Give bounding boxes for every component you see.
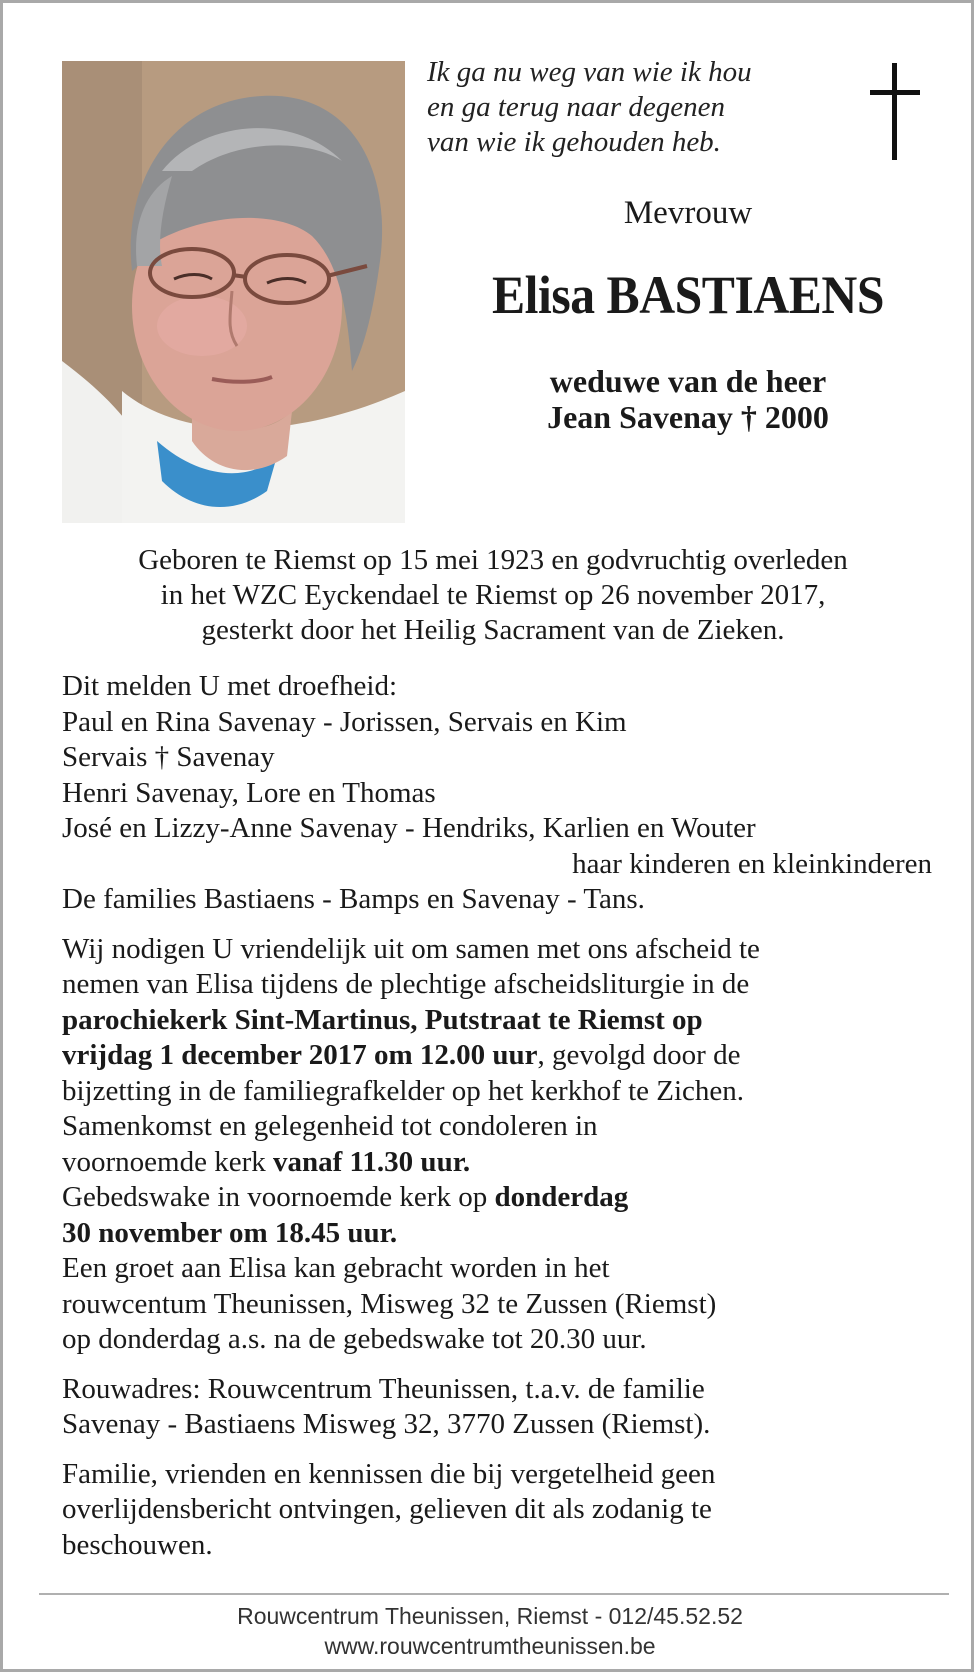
invite-line — [62, 1180, 932, 1216]
spacer — [62, 918, 932, 932]
footer — [3, 1601, 977, 1661]
invite-line — [62, 1145, 932, 1181]
deceased-heading — [433, 193, 943, 435]
portrait-image — [62, 61, 405, 523]
invite-line: nemen van Elisa tijdens de plechtige afscheidsliturgie in de — [62, 968, 750, 1000]
invite-text: Gebedswake in voornoemde kerk op — [62, 1181, 495, 1213]
invite-line — [62, 1038, 932, 1074]
family-line: Servais † Savenay — [62, 741, 275, 773]
invite-date: vrijdag 1 december 2017 om 12.00 uur — [62, 1039, 538, 1071]
widow-line: weduwe van de heer — [549, 363, 827, 399]
birth-death-info — [53, 543, 933, 648]
obituary-body — [62, 669, 932, 1563]
born-line: gesterkt door het Heilig Sacrament van de Zieken. — [201, 614, 785, 646]
verse-line: Ik ga nu weg van wie ik hou — [427, 56, 752, 88]
spacer — [62, 1358, 932, 1372]
portrait-photo — [62, 61, 405, 523]
vigil-date: 30 november om 18.45 uur. — [62, 1216, 398, 1249]
invite-line: Samenkomst en gelegenheid tot condoleren in — [62, 1110, 598, 1142]
address-line: Rouwadres: Rouwcentrum Theunissen, t.a.v. de familie — [62, 1372, 705, 1405]
notice-line: overlijdensbericht ontvingen, gelieven dit als zodanig te — [62, 1493, 712, 1525]
invite-line: rouwcentum Theunissen, Misweg 32 te Zussen (Riemst) — [62, 1287, 717, 1320]
family-line: Henri Savenay, Lore en Thomas — [62, 776, 436, 809]
born-line: in het WZC Eyckendael te Riemst op 26 november 2017, — [160, 579, 826, 611]
invite-text: , gevolgd door de — [537, 1039, 741, 1071]
footer-divider — [39, 1593, 949, 1595]
invite-text: voornoemde kerk — [62, 1145, 273, 1178]
invite-line: Een groet aan Elisa kan gebracht worden in het — [62, 1252, 610, 1284]
funeral-home-contact: Rouwcentrum Theunissen, Riemst - 012/45.52.52 — [237, 1603, 743, 1629]
deceased-name: Elisa BASTIAENS — [491, 265, 885, 325]
notice-line: Familie, vrienden en kennissen die bij vergetelheid geen — [62, 1457, 716, 1490]
invite-line: Wij nodigen U vriendelijk uit om samen met ons afscheid te — [62, 932, 760, 965]
spacer — [62, 1443, 932, 1457]
invite-line: op donderdag a.s. na de gebedswake tot 20.30 uur. — [62, 1323, 647, 1355]
notice-line: beschouwen. — [62, 1528, 213, 1561]
family-relation: haar kinderen en kleinkinderen — [572, 847, 932, 880]
announce-intro: Dit melden U met droefheid: — [62, 670, 398, 702]
invite-line: parochiekerk Sint-Martinus, Putstraat te Riemst op — [62, 1003, 703, 1036]
cross-icon — [865, 63, 925, 163]
memorial-verse — [427, 55, 827, 160]
family-line: Paul en Rina Savenay - Jorissen, Servais en Kim — [62, 705, 627, 738]
verse-line: en ga terug naar degenen — [427, 91, 725, 123]
address-line: Savenay - Bastiaens Misweg 32, 3770 Zussen (Riemst). — [62, 1408, 711, 1440]
funeral-home-website[interactable]: www.rouwcentrumtheunissen.be — [324, 1633, 656, 1659]
families-line: De families Bastiaens - Bamps en Savenay - Tans. — [62, 883, 645, 915]
vigil-day: donderdag — [494, 1181, 629, 1213]
widow-of — [433, 363, 943, 435]
verse-line: van wie ik gehouden heb. — [427, 126, 721, 158]
family-line: José en Lizzy-Anne Savenay - Hendriks, Karlien en Wouter — [62, 812, 756, 844]
condolence-time: vanaf 11.30 uur. — [273, 1145, 471, 1178]
born-line: Geboren te Riemst op 15 mei 1923 en godvruchtig overleden — [138, 544, 848, 576]
widow-line: Jean Savenay † 2000 — [547, 399, 829, 435]
invite-line: bijzetting in de familiegrafkelder op het kerkhof te Zichen. — [62, 1074, 745, 1107]
salutation: Mevrouw — [623, 195, 753, 231]
